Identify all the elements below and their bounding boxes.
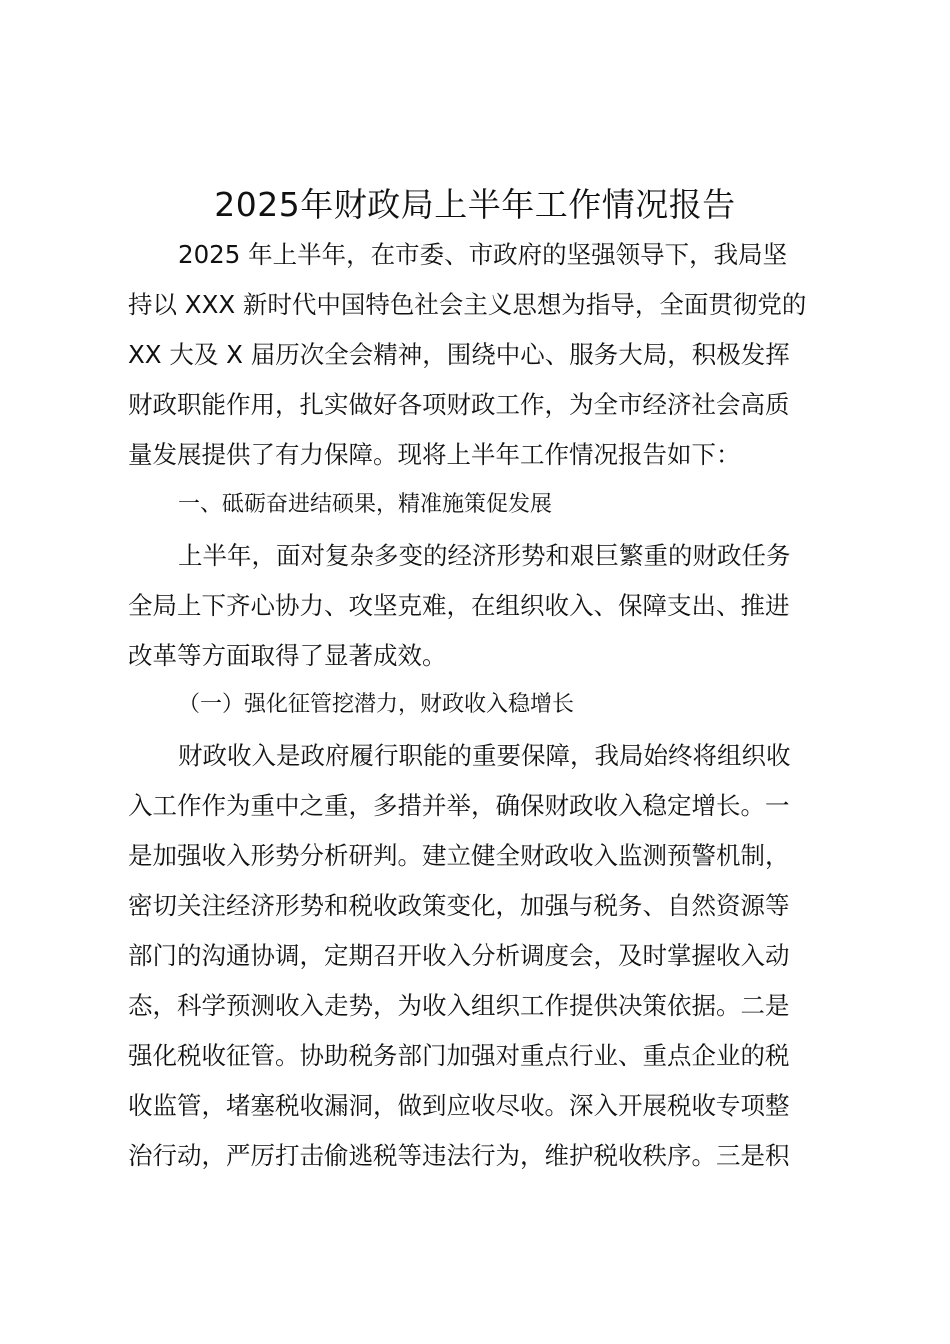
paragraph-2-line: 密切关注经济形势和税收政策变化，加强与税务、自然资源等	[128, 891, 790, 920]
section-heading-1: 一、砥砺奋进结硕果，精准施策促发展	[178, 492, 553, 517]
paragraph-2-line: 财政收入是政府履行职能的重要保障，我局始终将组织收	[178, 741, 791, 770]
paragraph-2-line: 态，科学预测收入走势，为收入组织工作提供决策依据。二是	[128, 991, 790, 1020]
paragraph-1-line: 全局上下齐心协力、攻坚克难，在组织收入、保障支出、推进	[128, 591, 790, 620]
paragraph-2-line: 入工作作为重中之重，多措并举，确保财政收入稳定增长。一	[128, 791, 790, 820]
document-title: 2025年财政局上半年工作情况报告	[214, 185, 736, 224]
subsection-heading-1-1: （一）强化征管挖潜力，财政收入稳增长	[178, 692, 575, 717]
intro-line: XX 大及 X 届历次全会精神，围绕中心、服务大局，积极发挥	[128, 340, 790, 369]
paragraph-1-line: 改革等方面取得了显著成效。	[128, 641, 447, 670]
paragraph-2-line: 强化税收征管。协助税务部门加强对重点行业、重点企业的税	[128, 1041, 790, 1070]
paragraph-2-line: 收监管，堵塞税收漏洞，做到应收尽收。深入开展税收专项整	[128, 1091, 790, 1120]
intro-line: 持以 XXX 新时代中国特色社会主义思想为指导，全面贯彻党的	[128, 290, 807, 319]
paragraph-1-line: 上半年，面对复杂多变的经济形势和艰巨繁重的财政任务	[178, 541, 791, 570]
intro-line: 财政职能作用，扎实做好各项财政工作，为全市经济社会高质	[128, 390, 790, 419]
intro-line: 量发展提供了有力保障。现将上半年工作情况报告如下：	[128, 440, 741, 469]
intro-line: 2025 年上半年，在市委、市政府的坚强领导下，我局坚	[178, 240, 788, 269]
paragraph-2-line: 部门的沟通协调，定期召开收入分析调度会，及时掌握收入动	[128, 941, 790, 970]
paragraph-2-line: 治行动，严厉打击偷逃税等违法行为，维护税收秩序。三是积	[128, 1141, 790, 1170]
paragraph-2-line: 是加强收入形势分析研判。建立健全财政收入监测预警机制，	[128, 841, 790, 870]
